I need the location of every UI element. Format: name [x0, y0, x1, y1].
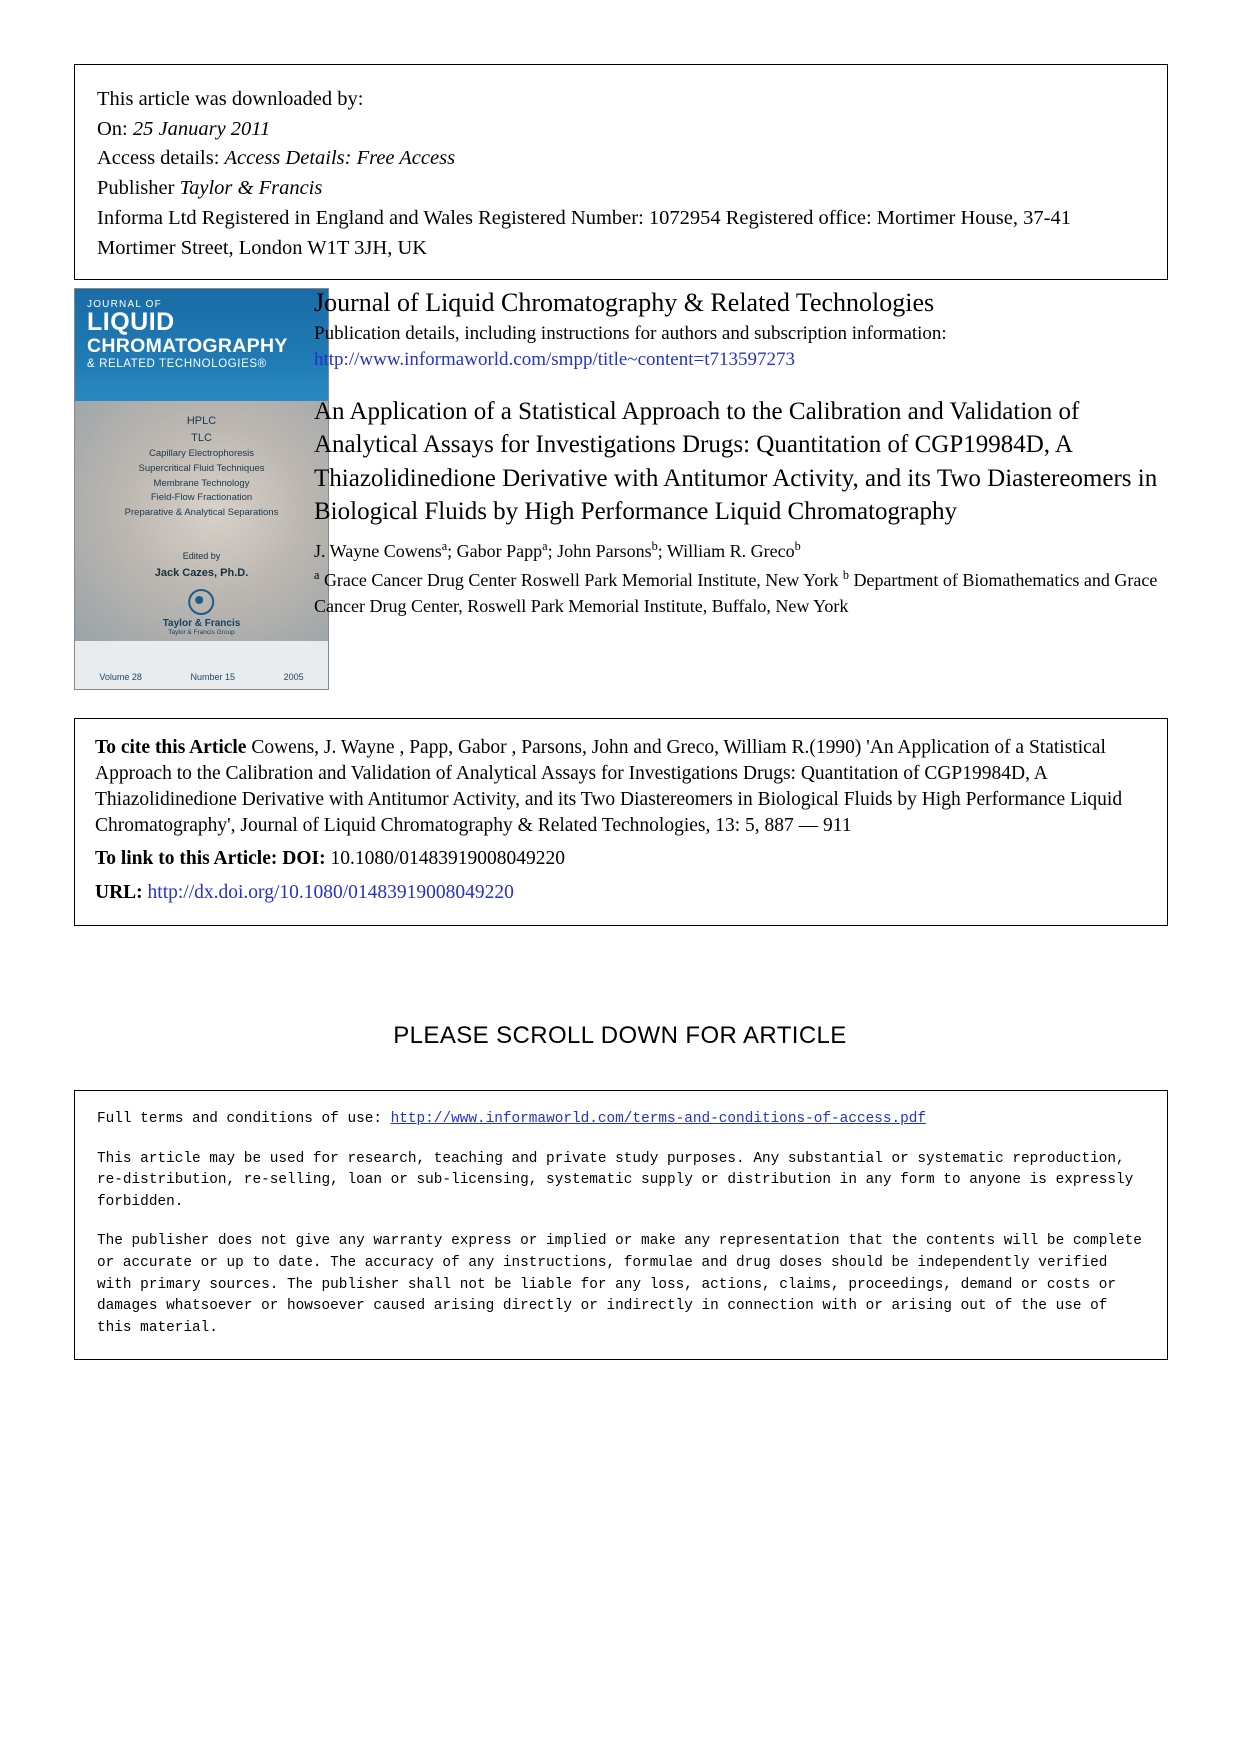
doi-line	[95, 845, 1147, 873]
scroll-down-note: PLEASE SCROLL DOWN FOR ARTICLE	[393, 1022, 847, 1049]
article-title: An Application of a Statistical Approach to the Calibration and Validation of Analytical Assays for Investigations Drugs: Quantitation of CGP19984D, A Thiazolidinedione Derivative with Antitumor Activity, and its Two Diastereomers in Biological Fluids by High Performance Liquid Chromatography	[314, 398, 1158, 525]
journal-title: Journal of Liquid Chromatography & Related Technologies	[314, 288, 935, 317]
cover-topics-list	[75, 413, 328, 521]
cover-topic-4: Membrane Technology	[153, 477, 250, 489]
taylor-francis-name: Taylor & Francis	[162, 618, 241, 629]
journal-header-section	[74, 288, 1168, 688]
cover-journal-of: JOURNAL OF	[87, 299, 162, 310]
article-url-link[interactable]: http://dx.doi.org/10.1080/01483919008049220	[147, 881, 514, 903]
journal-url-link[interactable]: http://www.informaworld.com/smpp/title~content=t713597273	[314, 348, 795, 370]
to-cite-label: To cite this Article	[95, 737, 247, 758]
cover-liquid: LIQUID	[87, 308, 175, 336]
cover-year: 2005	[283, 672, 304, 682]
article-authors: J. Wayne Cowens$^a$; Gabor Papp$^a$; John Parsons$^b$; William R. Greco$^b$	[314, 539, 801, 562]
downloaded-by-line	[97, 85, 1145, 115]
publisher-value: Taylor & Francis	[179, 177, 323, 200]
cover-volume: Volume 28	[99, 672, 142, 682]
doi-value: 10.1080/01483919008049220	[330, 847, 566, 869]
cover-topic-0: HPLC	[186, 415, 217, 427]
taylor-francis-mark-icon	[189, 589, 215, 615]
cover-edited-by-label: Edited by	[182, 551, 221, 561]
download-date-line	[97, 115, 1145, 145]
journal-cover-image	[74, 288, 329, 690]
cover-editor-block	[75, 549, 328, 583]
access-details-value: Access Details: Free Access	[224, 147, 456, 170]
citation-box	[74, 718, 1168, 926]
cover-masthead	[75, 289, 328, 401]
taylor-francis-group: Taylor & Francis Group	[168, 629, 235, 636]
cover-topic-2: Capillary Electrophoresis	[148, 448, 255, 460]
taylor-francis-logo	[163, 589, 241, 636]
url-line	[95, 879, 1147, 907]
full-terms-link[interactable]: http://www.informaworld.com/terms-and-conditions-of-access.pdf	[390, 1111, 927, 1127]
journal-publication-details: Publication details, including instructions for authors and subscription information:	[314, 322, 947, 344]
journal-info-column	[314, 288, 1168, 620]
cover-issue-line	[75, 672, 328, 682]
cover-chromatography: CHROMATOGRAPHY	[87, 334, 288, 357]
full-terms-line	[97, 1109, 1145, 1131]
publisher-label: Publisher	[97, 177, 175, 200]
access-details-line	[97, 144, 1145, 174]
full-terms-label: Full terms and conditions of use:	[97, 1111, 382, 1127]
access-details-label: Access details:	[97, 147, 220, 170]
on-label: On:	[97, 117, 128, 140]
terms-and-conditions-box	[74, 1090, 1168, 1360]
on-value: 25 January 2011	[132, 117, 271, 140]
cover-topic-3: Supercritical Fluid Techniques	[138, 462, 265, 474]
citation-text: Cowens, J. Wayne , Papp, Gabor , Parsons, John and Greco, William R.(1990) 'An Application of a Statistical Approach to the Calibration and Validation of Analytical Assays for Investigations Drugs: Quantitation of CGP19984D, A Thiazolidinedione Derivative with Antitumor Activity, and its Two Diastereomers in Biological Fluids by High Performance Liquid Chromatography', Journal of Liquid Chromatography & Related Technologies, 13: 5, 887 — 911	[95, 737, 1123, 836]
url-label: URL:	[95, 881, 143, 903]
download-info-box	[74, 64, 1168, 280]
cover-editor-name: Jack Cazes, Ph.D.	[154, 567, 249, 580]
registration-line: Informa Ltd Registered in England and Wales Registered Number: 1072954 Registered office: Mortimer House, 37-41 Mortimer Street, London W1T 3JH, UK	[97, 206, 1071, 259]
article-affiliations: $^a$ Grace Cancer Drug Center Roswell Park Memorial Institute, New York $^b$ Department of Biomathematics and Grace Cancer Drug Center, Roswell Park Memorial Institute, Buffalo, New York	[314, 568, 1158, 617]
cover-topic-1: TLC	[191, 432, 212, 445]
cover-footer	[75, 618, 328, 689]
downloaded-by-label: This article was downloaded by:	[97, 88, 364, 110]
terms-paragraph-2: The publisher does not give any warranty express or implied or make any representation that the contents will be complete or accurate or up to date. The accuracy of any instructions, formulae and drug doses should be independently verified with primary sources. The publisher shall not be liable for any loss, actions, claims, proceedings, demand or costs or damages whatsoever or howsoever caused arising directly or indirectly in connection with or arising out of the use of this material.	[97, 1233, 1142, 1336]
cover-topic-6: Preparative & Analytical Separations	[124, 506, 279, 518]
doi-label: To link to this Article: DOI:	[95, 847, 326, 869]
journal-url-line	[314, 347, 1168, 374]
cover-related-technologies: & RELATED TECHNOLOGIES®	[87, 357, 267, 370]
publisher-line	[97, 174, 1145, 204]
cover-topic-5: Field-Flow Fractionation	[150, 492, 253, 504]
terms-paragraph-1: This article may be used for research, teaching and private study purposes. Any substantial or systematic reproduction, re-distribution, re-selling, loan or sub-licensing, systematic supply or distribution in any form to anyone is expressly forbidden.	[97, 1150, 1134, 1210]
cover-number: Number 15	[190, 672, 235, 682]
citation-paragraph	[95, 735, 1147, 839]
